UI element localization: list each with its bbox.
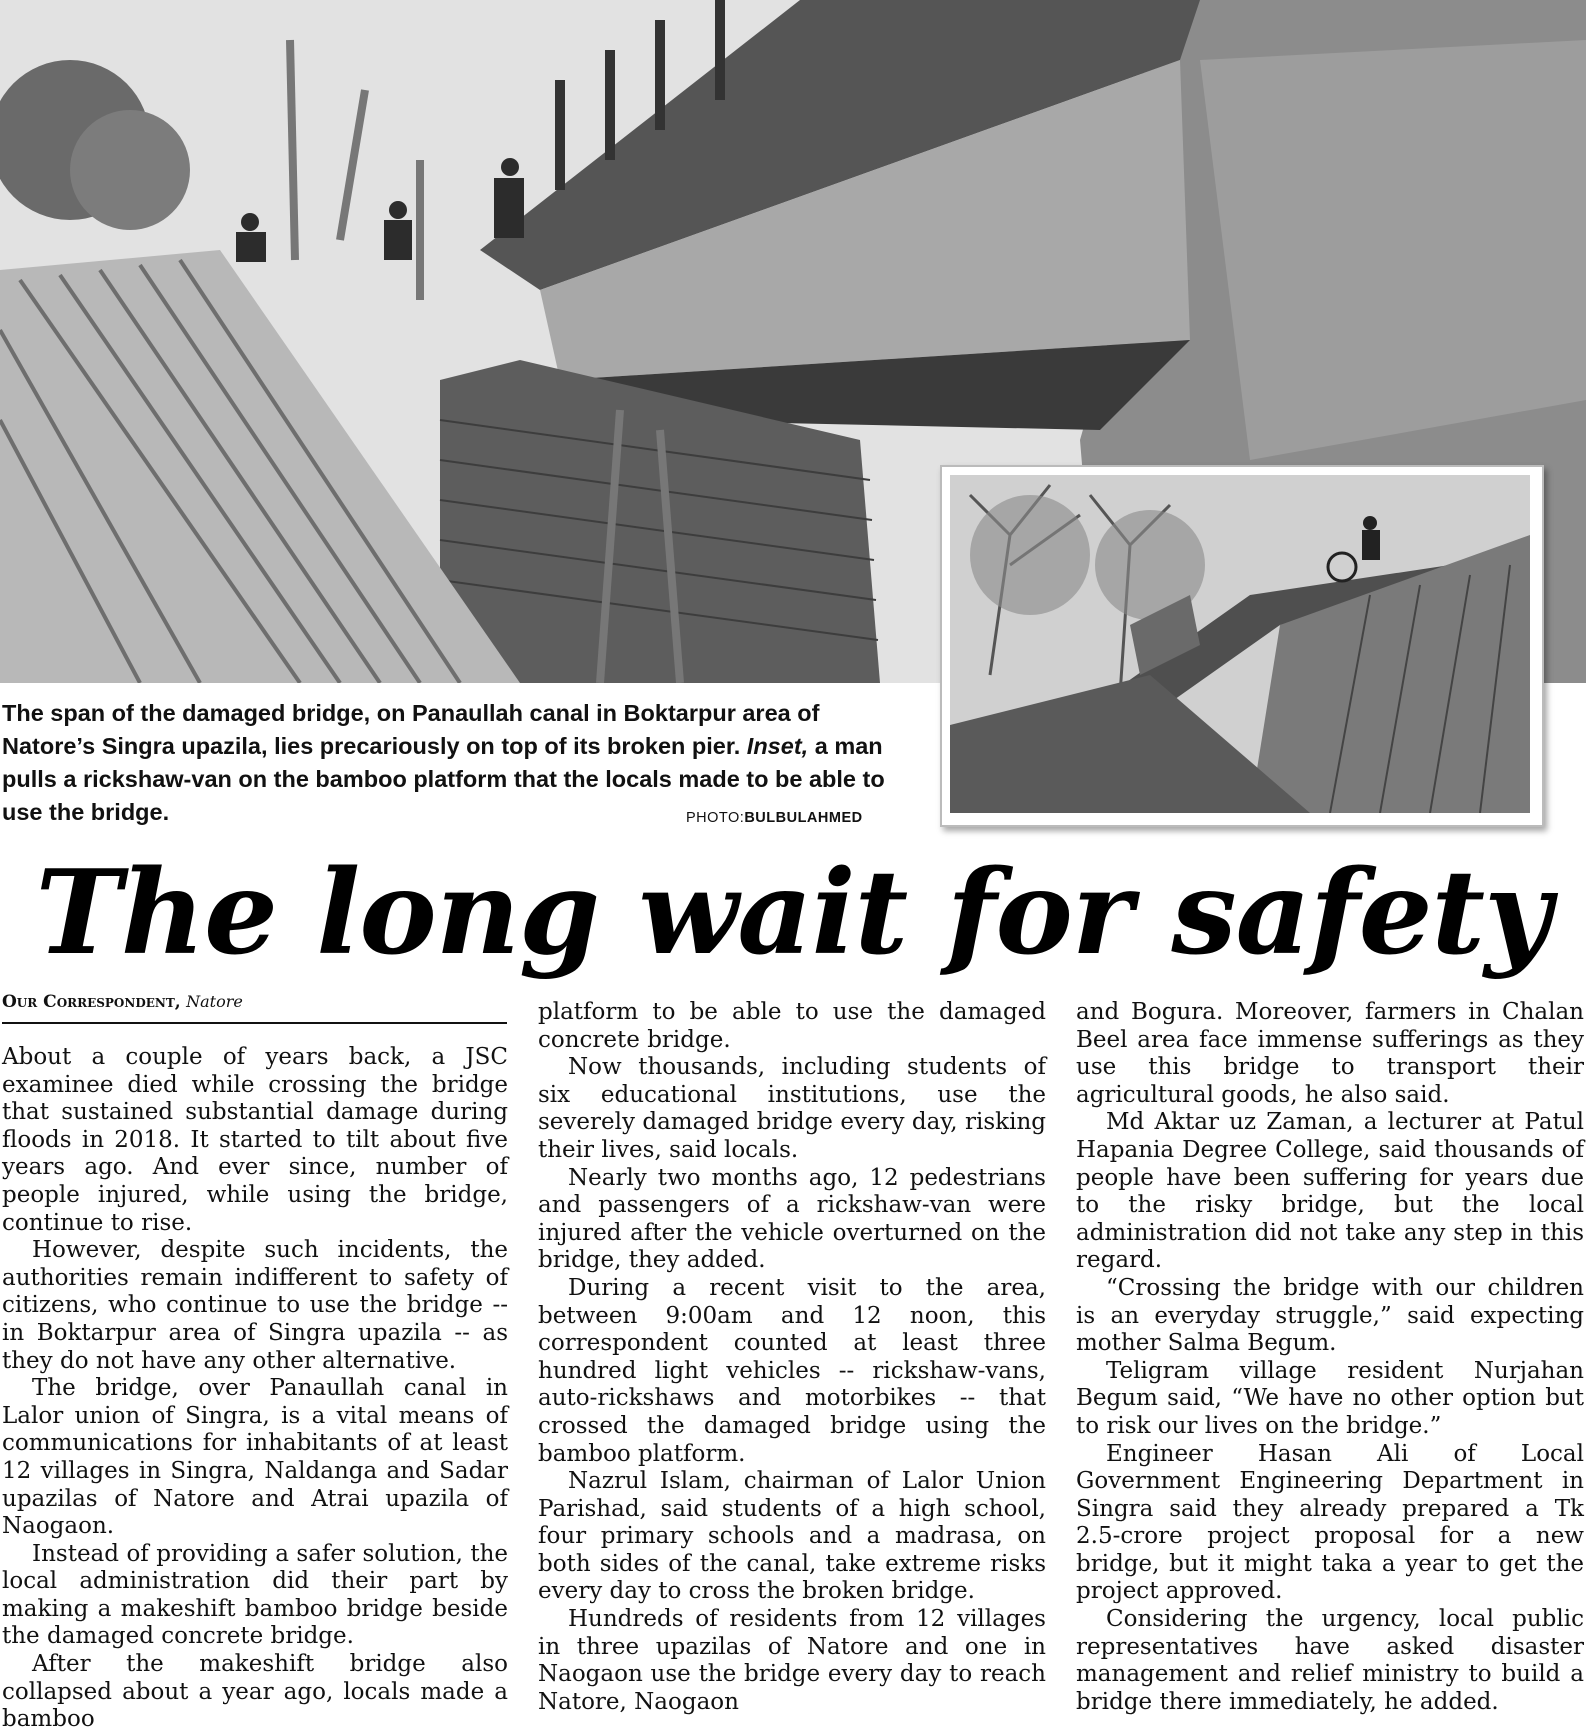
caption-rest-text: a man pulls a rickshaw-van on the bamboo platform that the locals made to be able to use the bridge. bbox=[2, 733, 885, 825]
paragraph: However, despite such incidents, the authorities remain indifferent to safety of citizens, who continue to use the bridge -- in Boktarpur area of Singra upazila -- as they do not have any other alternative. bbox=[2, 1237, 508, 1374]
paragraph: “Crossing the bridge with our children is an everyday struggle,” said expecting mother Salma Begum. bbox=[1076, 1274, 1584, 1357]
article-column-1 bbox=[2, 1044, 508, 1734]
headline: The long wait for safety bbox=[35, 845, 1551, 981]
paragraph: Nazrul Islam, chairman of Lalor Union Parishad, said students of a high school, four primary schools and a madrasa, on both sides of the canal, take extreme risks every day to cross the broken bridge. bbox=[538, 1468, 1046, 1605]
photo-credit-name: BULBULAHMED bbox=[744, 810, 863, 826]
byline-location: Natore bbox=[186, 992, 243, 1011]
caption-main-text: The span of the damaged bridge, on Panaullah canal in Boktarpur area of Natore’s Singra upazila, lies precariously on top of its broken pier. bbox=[2, 700, 820, 759]
paragraph: Hundreds of residents from 12 villages in three upazilas of Natore and one in Naogaon use the bridge every day to reach Natore, Naogaon bbox=[538, 1606, 1046, 1715]
byline bbox=[2, 992, 507, 1024]
photo-credit-label: PHOTO: bbox=[686, 810, 745, 826]
inset-photo-illustration bbox=[950, 475, 1530, 813]
paragraph: About a couple of years back, a JSC examinee died while crossing the bridge that sustained substantial damage during floods in 2018. It started to tilt about five years ago. And ever since, number of people injured, while using the bridge, continue to rise. bbox=[2, 1044, 508, 1236]
inset-photo bbox=[940, 465, 1544, 827]
paragraph: During a recent visit to the area, between 9:00am and 12 noon, this correspondent counted at least three hundred light vehicles -- rickshaw-vans, auto-rickshaws and motorbikes -- that crossed the damaged bridge using the bamboo platform. bbox=[538, 1274, 1046, 1467]
article-column-2 bbox=[538, 999, 1046, 1716]
paragraph: platform to be able to use the damaged concrete bridge. bbox=[538, 999, 1046, 1053]
photo-credit bbox=[686, 810, 863, 826]
paragraph: Engineer Hasan Ali of Local Government Engineering Department in Singra said they already prepared a Tk 2.5-crore project proposal for a new bridge, but it might taka a year to get the project approved. bbox=[1076, 1440, 1584, 1605]
paragraph: The bridge, over Panaullah canal in Lalor union of Singra, is a vital means of communications for inhabitants of at least 12 villages in Singra, Naldanga and Sadar upazilas of Natore and Atrai upazila of Naogaon. bbox=[2, 1375, 508, 1540]
paragraph: Considering the urgency, local public representatives have asked disaster management and relief ministry to build a bridge there immediately, he added. bbox=[1076, 1606, 1584, 1715]
paragraph: Teligram village resident Nurjahan Begum said, “We have no other option but to risk our lives on the bridge.” bbox=[1076, 1357, 1584, 1439]
paragraph: Now thousands, including students of six educational institutions, use the severely damaged bridge every day, risking their lives, said locals. bbox=[538, 1054, 1046, 1163]
paragraph: Md Aktar uz Zaman, a lecturer at Patul Hapania Degree College, said thousands of people have been suffering for years due to the risky bridge, but the local administration did not take any step in this regard. bbox=[1076, 1109, 1584, 1274]
caption-inset-word: Inset, bbox=[746, 733, 809, 759]
paragraph: and Bogura. Moreover, farmers in Chalan Beel area face immense sufferings as they use this bridge to transport their agricultural goods, he also said. bbox=[1076, 999, 1584, 1108]
article-column-3 bbox=[1076, 999, 1584, 1716]
paragraph: Nearly two months ago, 12 pedestrians and passengers of a rickshaw-van were injured after the vehicle overturned on the bridge, they added. bbox=[538, 1164, 1046, 1274]
byline-author: Our Correspondent, bbox=[2, 992, 181, 1012]
paragraph: Instead of providing a safer solution, the local administration did their part by making a makeshift bamboo bridge beside the damaged concrete bridge. bbox=[2, 1540, 508, 1650]
paragraph: After the makeshift bridge also collapsed about a year ago, locals made a bamboo bbox=[2, 1651, 508, 1733]
